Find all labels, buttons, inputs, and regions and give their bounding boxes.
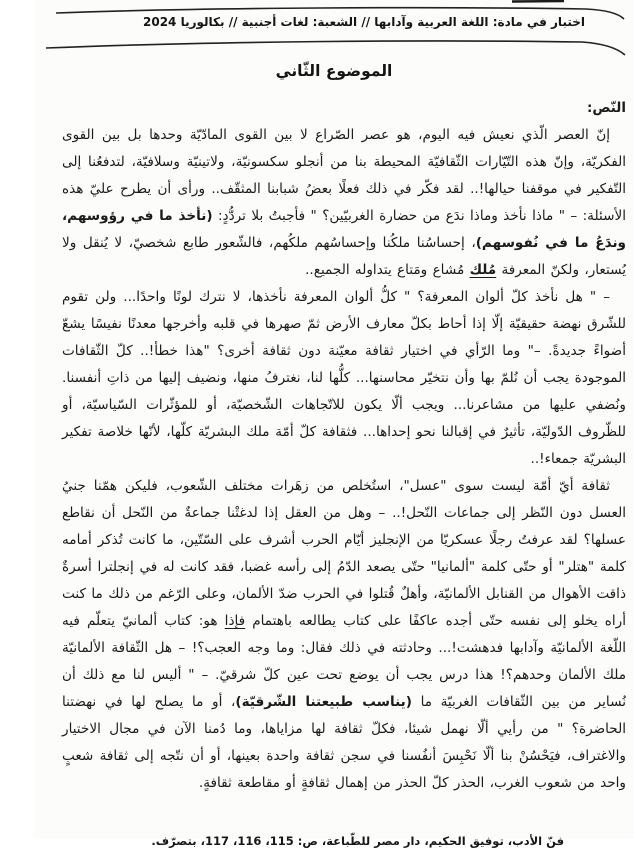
text-run: ، إحساسُنا ملكُنا وإحساسُهم ملكُهم، فالشّعور طابع شخصيّ، لا يُنقل ولا يُستعار، ولكنّ المعرفة [62,235,626,278]
text-section-label: النّص: [586,100,626,116]
bold-phrase: (يناسب طبيعتنا الشّرقيّة) [235,694,412,710]
exam-header-line: اختبار في مادة: اللغة العربية وآدابها // الشعبة: لغات أجنبية // بكالوريا 2024 [143,15,585,29]
underlined-term: مُلك [469,262,497,278]
subject-title: الموضوع الثّاني [275,62,393,80]
text-run: هو: كتاب ألمانيّ يتعلّم فيه اللّغة الألمانيّة وآدابها فدهشت!... وحادثته في ذلك فقال: وما وجه العجب؟! – هل الثّقافة الألمانيّة ملك الألمان وحدهم؟! هذا درس يجب أن يوضع تحت عين كلّ شرقيّ. – " أليس لنا مع ذلك أن نُساير من بين الثّقافات الغربيّة ما [62,613,626,710]
text-run: ثقافة أيّ أمّة ليست سوى "عسل"، استُخلص من زهَرات مختلف الشّعوب، فليكن همّنا جنيُ العسل دون النّظر إلى جماعات النّحل!.. – وهل من العقل إذا لدغتْنا جماعةٌ من النّحل أن نقاطع عسلها؟ لقد عرفتُ رجلًا عسكريّا من الإنجليز أيّام الحرب أشرف على السّتّين، ما كانت تُذكر أمامه كلمة "هتلر" أو حتّى كلمة "ألمانيا" حتّى يصعد الدّمُ إلى رأسه غضبا، فقد كانت له في إنجلترا أسرةٌ ذاقت الأهوال من القنابل الألمانيّة، وأهلٌ قُتلوا في الحرب ضدّ الألمان، وعلى الرّغم من ذلك ما كنت أراه يخلو إلى نفسه حتّى أجده عاكفًا على كتاب يطالعه باهتمام [62,478,626,629]
document-content [62,100,626,848]
text-run: ، أو ما يصلح لها في نهضتنا الحاضرة؟ " من رأيي ألّا نهمل شيئا، فكلّ ثقافة لها مزاياها، وما دُمنا الآن في مجال الاختيار والاغتراف، فيَحْسُنْ بنا ألّا نَحْبِسَ أنفُسنا في سجن ثقافة واحدة بعينها، أو أن نتّجه إلى ثقافة شعبٍ واحد من شعوب الغرب، الحذر كلّ الحذر من إهمال ثقافةٍ أو مقاطعة ثقافةٍ. [62,694,626,791]
header-rule-bottom [46,41,625,55]
text-run: إنّ العصر الّذي نعيش فيه اليوم، هو عصر الصّراع لا بين القوى المادّيّة وحدها بل بين القوى الفكريّة، وإنّ هذه التّيّارات الثّقافيّة المحيطة بنا من أنجلو سكسونيّة، ولاتينيّة وسلافيّة، لتدفعُنا إلى التّفكير في موقفنا حيالها!.. لقد فكّر في ذلك فعلًا بعضُ شبابنا المثقّف.. ورأى أن يطرح عليّ هذه الأسئلة: – " ماذا نأخذ وماذا ندَع من حضارة الغربيّين؟ " فأجبتُ بلا تردُّدٍ: [62,127,626,224]
paragraph [62,284,626,473]
paragraph [62,122,626,284]
text-body [62,122,626,797]
underlined-term: فإذا [224,613,246,629]
bold-phrase: (نأخذ ما في رؤوسهم، وندَعُ ما في نُفوسهم) [62,208,626,251]
corner-mark-line [512,1,564,2]
exam-document-page [34,0,634,848]
header-rules [34,0,634,58]
text-run: – " هل نأخذ كلّ ألوان المعرفة؟ " كلُّ ألوان المعرفة نأخذها، لا نترك لونًا واحدًا... ولن تقوم للشّرق نهضة حقيقيّة إلّا إذا أحاط بكلّ معارف الأرض ثمّ صهرها في قلبه وأخرجها معدنًا نفيسًا يشعّ أضواءً جديدةً. –" وما الرّأي في اختيار ثقافة معيّنة دون ثقافة أخرى؟ "هذا خطأ!.. كلّ الثّقافات الموجودة يجب أن نُلمّ بها وأن نتخيّر محاسنها... كلُّها لنا، نغترفُ منها، ونضيف إليها من ذاتِ أنفسنا. ونُضفي عليها من مشاعرنا... ويجب ألّا يكون للاتّجاهات الشّخصيّة، أو للمؤثّرات السّياسيّة، أو للظّروف الدّوليّة، تأثيرٌ في إقبالنا نحو إحداها... فثقافة كلّ أمّة ملك البشريّة كلّها، لأنّها خلاصة تفكير البشريّة جمعاء!.. [62,289,626,467]
paragraph [62,473,626,797]
text-run: مُشاع ومَتاع يتداوله الجميع.. [305,262,470,278]
source-citation: فنّ الأدب، توفيق الحكيم، دار مصر للطّباعة، ص: 115، 116، 117، بتصرّف. [151,834,564,848]
